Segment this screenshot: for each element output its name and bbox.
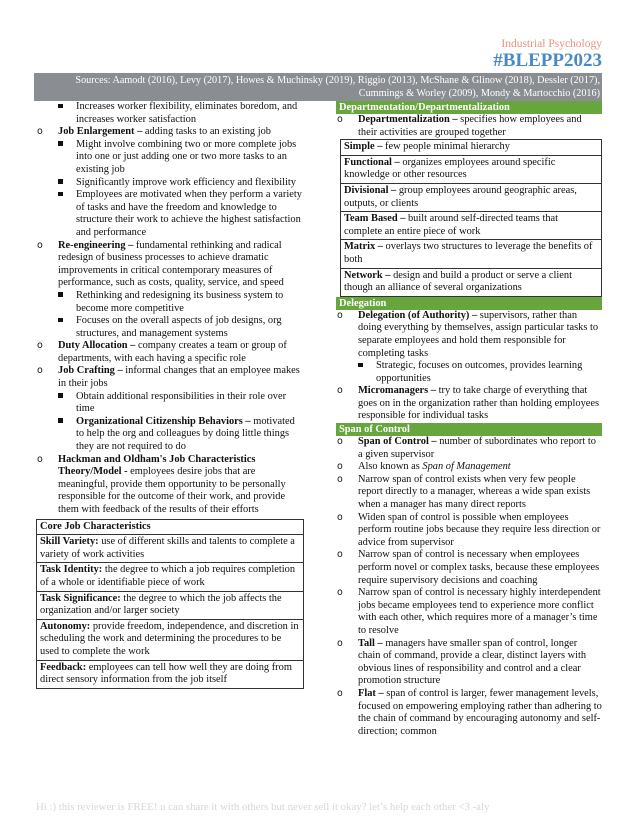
job-crafting-item: o Job Crafting – informal changes that an employee makes in their jobs [37, 365, 300, 390]
list-item: Organizational Citizenship Behaviors – motivated to help the org and colleagues by doing little things they are not required to do [36, 416, 304, 454]
circle-bullet-icon: o [337, 461, 343, 473]
table-row: Feedback: employees can tell how well they are doing from direct sensory information from the job itself [37, 660, 303, 688]
table-row: Functional – organizes employees around specific knowledge or other resources [341, 155, 601, 183]
table-row: Task Identity: the degree to which a job requires completion of a whole or identifiable piece of work [37, 562, 303, 590]
delegation-item: o Delegation (of Authority) – supervisors, rather than doing everything by themselves, assign particular tasks to separate employees and hold them responsible for completing tasks [337, 309, 599, 359]
span-aka-item: o Also known as Span of Management [337, 461, 511, 473]
square-bullet-icon [358, 360, 363, 373]
left-column [36, 101, 304, 689]
sources-banner: Sources: Aamodt (2016), Levy (2017), Howes & Muchinsky (2019), Riggio (2013), McShane & Glinow (2018), Dessler (2017), Cummings & Worley (2009), Mondy & Martocchio (2016) [34, 73, 602, 101]
circle-bullet-icon: o [337, 587, 343, 599]
tall-structure-item: o Tall – managers have smaller span of control, longer chain of command, provide a clear, distinct layers with obvious lines of responsibility and control and a clear promotion structure [337, 637, 587, 687]
right-column [336, 101, 602, 738]
circle-bullet-icon: o [337, 687, 343, 699]
job-enlargement-item: o Job Enlargement – adding tasks to an existing job [37, 126, 271, 138]
list-item: Significantly improve work efficiency and flexibility [36, 177, 304, 190]
hackman-oldham-item: o Hackman and Oldham's Job Characteristics Theory/Model - employees desire jobs that are meaningful, provide them opportunity to be personally responsible for the outcome of their work, and provide them with feedback of the results of their efforts [37, 453, 286, 515]
square-bullet-icon [58, 391, 63, 404]
circle-bullet-icon: o [337, 114, 343, 125]
footer-note: Hi :) this reviewer is FREE! u can share it with others but never sell it okay? let’s help each other <3 -aly [36, 801, 490, 813]
circle-bullet-icon: o [37, 340, 43, 352]
circle-bullet-icon: o [337, 473, 343, 485]
list-item: Strategic, focuses on outcomes, provides learning opportunities [336, 360, 602, 385]
micromanagers-item: o Micromanagers – try to take charge of everything that goes on in the organization rather than holding employees responsible for individual tasks [337, 385, 600, 422]
circle-bullet-icon: o [37, 365, 43, 377]
span-of-control-item: o Span of Control – number of subordinates who report to a given supervisor [337, 436, 596, 460]
list-item: Rethinking and redesigning its business system to become more competitive [36, 290, 304, 315]
subject-label: Industrial Psychology [501, 38, 602, 50]
list-item: Employees are motivated when they perform a variety of tasks and have the freedom and knowledge to structure their work to achieve the highest satisfaction and performance [36, 189, 304, 239]
table-row: Divisional – group employees around geographic areas, outputs, or clients [341, 183, 601, 211]
circle-bullet-icon: o [337, 385, 343, 397]
circle-bullet-icon: o [337, 549, 343, 561]
list-item: o Narrow span of control exists when very few people report directly to a manager, whereas a wide span exists when a manager has many direct reports [337, 473, 591, 511]
structures-table [340, 139, 602, 297]
departmentalization-item: o Departmentalization – specifies how employees and their activities are grouped together [337, 114, 582, 138]
square-bullet-icon [58, 139, 63, 152]
table-row: Autonomy: provide freedom, independence, and discretion in scheduling the work and determining the procedures to be used to complete the work [37, 619, 303, 660]
duty-allocation-item: o Duty Allocation – company creates a team or group of departments, with each having a specific role [37, 340, 287, 364]
circle-bullet-icon: o [337, 511, 343, 523]
core-job-characteristics-table [36, 519, 304, 689]
list-item: o Widen span of control is possible when employees perform routine jobs because they require less direction or advice from supervisor [337, 511, 601, 548]
list-item: Increases worker flexibility, eliminates boredom, and increases worker satisfaction [36, 101, 304, 126]
reengineering-item: o Re-engineering – fundamental rethinking and radical redesign of business processes to achieve dramatic improvements in critical contemporary measures of performance, such as costs, quality, service, and speed [37, 239, 284, 289]
square-bullet-icon [58, 101, 63, 114]
circle-bullet-icon: o [37, 239, 43, 251]
list-item: Might involve combining two or more complete jobs into one or just adding one or two more tasks to an existing job [36, 139, 304, 177]
list-item: o Narrow span of control is necessary highly interdependent jobs became employees tend to experience more conflict with each other, which requires more of a manager’s time to resolve [337, 587, 601, 636]
section-heading-delegation: Delegation [336, 297, 602, 310]
square-bullet-icon [58, 416, 63, 429]
table-row: Matrix – overlays two structures to leverage the benefits of both [341, 239, 601, 267]
table-row: Skill Variety: use of different skills and talents to complete a variety of work activities [37, 534, 303, 562]
square-bullet-icon [58, 189, 63, 202]
hashtag-title: #BLEPP2023 [493, 50, 602, 71]
table-row: Team Based – built around self-directed teams that complete an entire piece of work [341, 211, 601, 239]
list-item: Obtain additional responsibilities in their role over time [36, 391, 304, 416]
circle-bullet-icon: o [37, 126, 43, 138]
flat-structure-item: o Flat – span of control is larger, fewer management levels, focused on empowering employing rather than adhering to the chain of command by encouraging autonomy and self-direction; common [337, 687, 602, 737]
circle-bullet-icon: o [37, 453, 43, 465]
circle-bullet-icon: o [337, 637, 343, 649]
square-bullet-icon [58, 290, 63, 303]
list-item: o Narrow span of control is necessary when employees perform novel or complex tasks, because these employees require supervisory decisions and coaching [337, 549, 600, 586]
circle-bullet-icon: o [337, 436, 343, 448]
table-row: Simple – few people minimal hierarchy [344, 141, 510, 153]
table-title: Core Job Characteristics [40, 520, 151, 532]
circle-bullet-icon: o [337, 309, 343, 321]
list-item: Focuses on the overall aspects of job designs, org structures, and management systems [36, 315, 304, 340]
table-row: Task Significance: the degree to which the job affects the organization and/or larger society [37, 591, 303, 619]
square-bullet-icon [58, 177, 63, 190]
section-heading-departmentation: Departmentation/Departmentalization [336, 101, 602, 114]
table-row: Network – design and build a product or serve a client though an alliance of several organizations [341, 268, 601, 296]
square-bullet-icon [58, 315, 63, 328]
section-heading-span-of-control: Span of Control [336, 423, 602, 436]
